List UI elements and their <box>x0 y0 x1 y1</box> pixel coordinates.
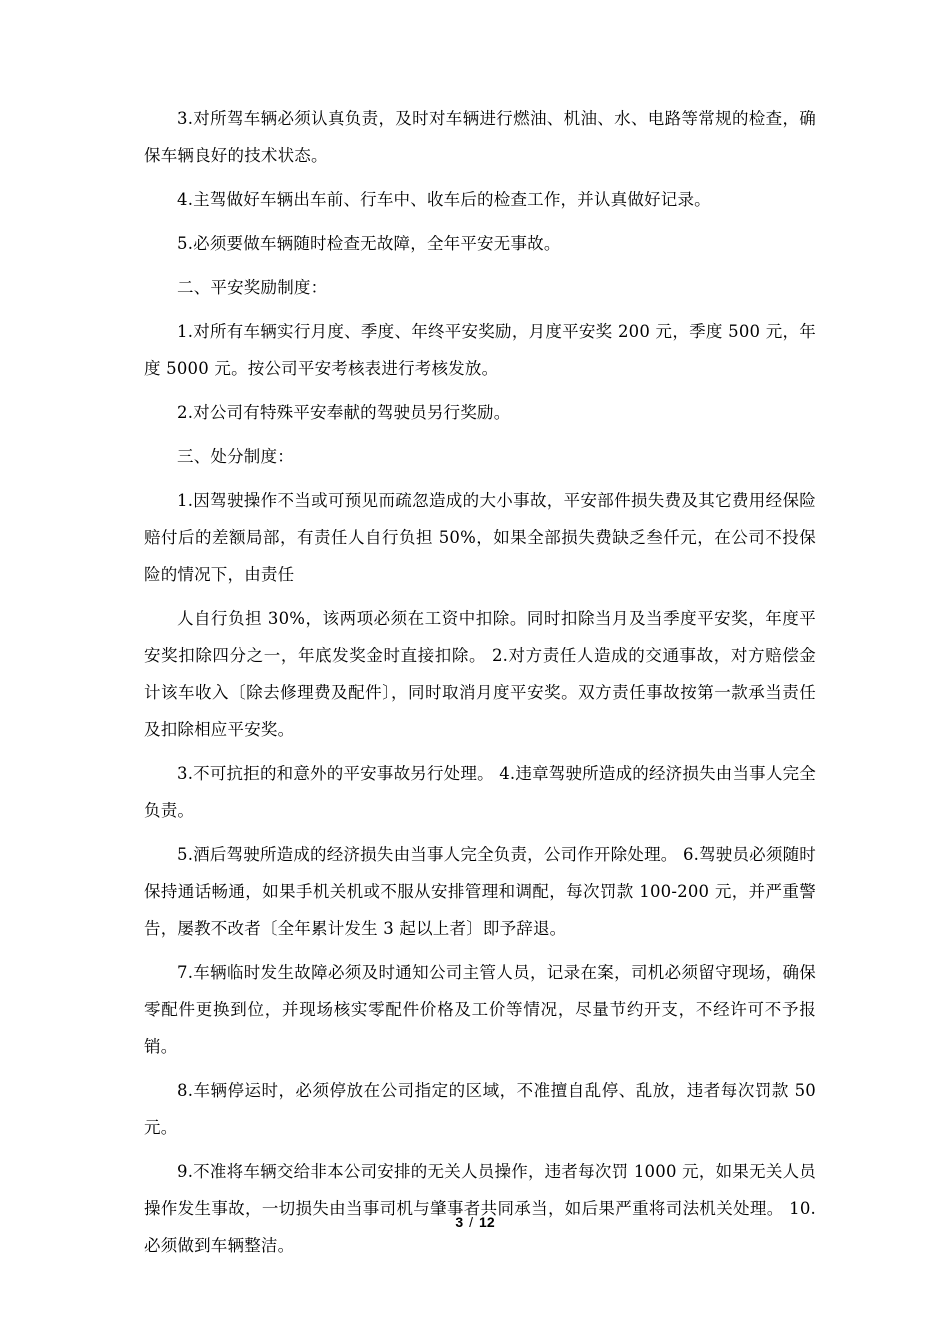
paragraph: 人自行负担 30%，该两项必须在工资中扣除。同时扣除当月及当季度平安奖，年度平安奖扣除四分之一，年底发奖金时直接扣除。 2.对方责任人造成的交通事故，对方赔偿金计该车收入〔除去修理费及配件〕，同时取消月度平安奖。双方责任事故按第一款承当责任及扣除相应平安奖。 <box>144 609 816 739</box>
paragraph: 3.对所驾车辆必须认真负责，及时对车辆进行燃油、机油、水、电路等常规的检查，确保车辆良好的技术状态。 <box>144 109 816 165</box>
page-number <box>0 1212 950 1232</box>
paragraph: 5.必须要做车辆随时检查无故障，全年平安无事故。 <box>177 234 561 253</box>
paragraph: 2.对公司有特殊平安奉献的驾驶员另行奖励。 <box>177 403 511 422</box>
paragraph: 1.对所有车辆实行月度、季度、年终平安奖励，月度平安奖 200 元，季度 500 元，年度 5000 元。按公司平安考核表进行考核发放。 <box>144 322 816 378</box>
current-page-number: 3 <box>455 1214 464 1230</box>
paragraph: 4.主驾做好车辆出车前、行车中、收车后的检查工作，并认真做好记录。 <box>177 190 711 209</box>
page-separator: / <box>469 1214 474 1230</box>
paragraph: 3.不可抗拒的和意外的平安事故另行处理。 4.违章驾驶所造成的经济损失由当事人完全负责。 <box>144 764 816 820</box>
document-body <box>144 100 816 1271</box>
paragraph: 9.不准将车辆交给非本公司安排的无关人员操作，违者每次罚 1000 元，如果无关人员操作发生事故，一切损失由当事司机与肇事者共同承当，如后果严重将司法机关处理。 10.必须做到车辆整洁。 <box>144 1162 816 1255</box>
total-page-count: 12 <box>479 1214 495 1230</box>
paragraph: 8.车辆停运时，必须停放在公司指定的区域，不准擅自乱停、乱放，违者每次罚款 50 元。 <box>144 1081 816 1137</box>
paragraph: 7.车辆临时发生故障必须及时通知公司主管人员，记录在案，司机必须留守现场，确保零配件更换到位，并现场核实零配件价格及工价等情况，尽量节约开支，不经许可不予报销。 <box>144 963 816 1056</box>
section-heading: 三、处分制度： <box>177 447 294 466</box>
section-heading: 二、平安奖励制度： <box>177 278 328 297</box>
paragraph: 5.酒后驾驶所造成的经济损失由当事人完全负责，公司作开除处理。 6.驾驶员必须随时保持通话畅通，如果手机关机或不服从安排管理和调配，每次罚款 100-200 元，并严重警告，屡教不改者〔全年累计发生 3 起以上者〕即予辞退。 <box>144 845 816 938</box>
paragraph: 1.因驾驶操作不当或可预见而疏忽造成的大小事故，平安部件损失费及其它费用经保险赔付后的差额局部，有责任人自行负担 50%，如果全部损失费缺乏叁仟元，在公司不投保险的情况下，由责任 <box>144 491 816 584</box>
